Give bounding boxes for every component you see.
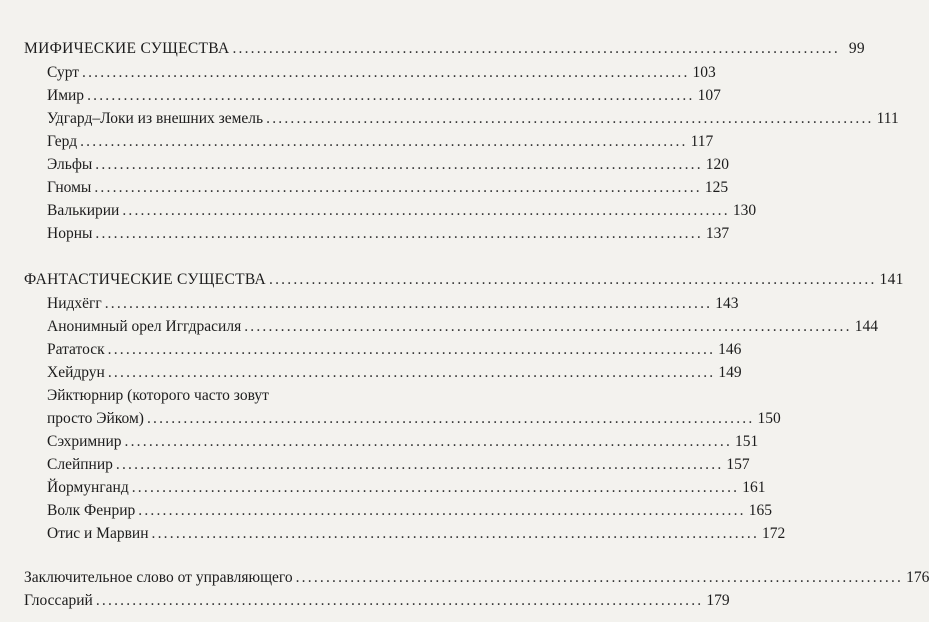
section-title: ФАНТАСТИЧЕСКИЕ СУЩЕСТВА [24,271,267,288]
page-number: 117 [690,133,714,150]
leader-dots: .................................................................................................... [138,502,746,519]
page-number: 149 [718,364,742,381]
page-number: 111 [876,110,899,127]
toc-entry[interactable] [47,110,899,128]
leader-dots: .................................................................................................... [95,156,703,173]
entry-label: Рататоск [47,341,105,358]
page-number: 151 [735,433,759,450]
entry-label: Нидхёгг [47,295,102,312]
toc-entry[interactable] [47,410,781,428]
toc-entry[interactable] [47,525,786,543]
toc-entry[interactable] [47,295,739,313]
leader-dots: .................................................................................................... [104,295,713,312]
page-number: 125 [704,179,729,196]
entry-label: Заключительное слово от управляющего [24,569,293,586]
leader-dots: .................................................................................................... [122,202,730,219]
toc-entry[interactable] [47,225,730,243]
leader-dots: .................................................................................................... [124,433,733,450]
toc-entry[interactable] [47,479,766,497]
page-number: 120 [705,156,730,173]
toc-entry[interactable] [47,502,772,520]
leader-dots: .................................................................................................... [87,87,695,104]
entry-label: Глоссарий [24,592,93,609]
entry-label: Герд [47,133,78,150]
leader-dots: .................................................................................................... [269,271,877,288]
entry-label: Валькирии [47,202,120,219]
entry-label: Отис и Марвин [47,525,149,542]
leader-dots: .................................................................................................... [151,525,760,542]
toc-entry[interactable] [47,202,757,220]
toc-entry[interactable] [47,341,742,359]
page-number: 157 [726,456,750,473]
entry-label: Хейдрун [47,364,105,381]
toc-entry[interactable] [47,179,729,197]
toc-entry[interactable] [47,364,742,382]
entry-label: Имир [47,87,85,104]
entry-label: Сэхримнир [47,433,122,450]
toc-entry-closing[interactable] [24,569,929,587]
page-number: 107 [697,87,721,104]
page-number: 103 [692,64,716,81]
page-number: 179 [706,592,730,609]
toc-entry[interactable] [47,64,716,82]
page-number: 146 [718,341,742,358]
page-number: 141 [879,271,904,288]
leader-dots: .................................................................................................... [107,341,716,358]
entry-label-line1: Эйктюрнир (которого часто зовут [47,387,269,404]
leader-dots: .................................................................................................... [95,592,704,609]
leader-dots: .................................................................................................... [115,456,724,473]
leader-dots: .................................................................................................... [82,64,690,81]
entry-label: Эльфы [47,156,93,173]
page-number: 165 [748,502,772,519]
entry-label: Удгард–Локи из внешних земель [47,110,264,127]
page-number: 150 [757,410,781,427]
entry-label: Сурт [47,64,80,81]
page-number: 130 [732,202,757,219]
page-number: 144 [854,318,878,335]
section-title: МИФИЧЕСКИЕ СУЩЕСТВА [24,40,230,57]
toc-entry[interactable] [47,133,714,151]
leader-dots: .................................................................................................... [266,110,874,127]
toc-entry[interactable] [47,433,759,451]
leader-dots: .................................................................................................... [107,364,716,381]
entry-label: Гномы [47,179,92,196]
entry-label: просто Эйком) [47,410,144,427]
toc-entry[interactable] [47,156,730,174]
toc-entry[interactable] [47,318,878,336]
leader-dots: .................................................................................................... [146,410,755,427]
toc-entry[interactable] [47,456,750,474]
toc-entry-glossary[interactable] [24,592,730,610]
entry-label: Слейпнир [47,456,113,473]
toc-section-heading[interactable] [24,271,904,289]
page-number: 137 [705,225,730,242]
toc-section-heading[interactable] [24,40,865,58]
toc-entry[interactable] [47,87,721,105]
page-number: 143 [715,295,739,312]
leader-dots: .................................................................................................... [232,40,840,57]
leader-dots: .................................................................................................... [95,225,703,242]
page-number: 161 [742,479,766,496]
leader-dots: .................................................................................................... [295,569,904,586]
page-number: 172 [762,525,786,542]
entry-label: Норны [47,225,93,242]
page-number: 99 [848,40,865,57]
page-number: 176 [906,569,929,586]
entry-label: Анонимный орел Иггдрасиля [47,318,242,335]
leader-dots: .................................................................................................... [131,479,740,496]
entry-label: Йормунганд [47,479,129,496]
leader-dots: .................................................................................................... [94,179,702,196]
leader-dots: .................................................................................................... [80,133,688,150]
entry-label: Волк Фенрир [47,502,136,519]
leader-dots: .................................................................................................... [244,318,852,335]
